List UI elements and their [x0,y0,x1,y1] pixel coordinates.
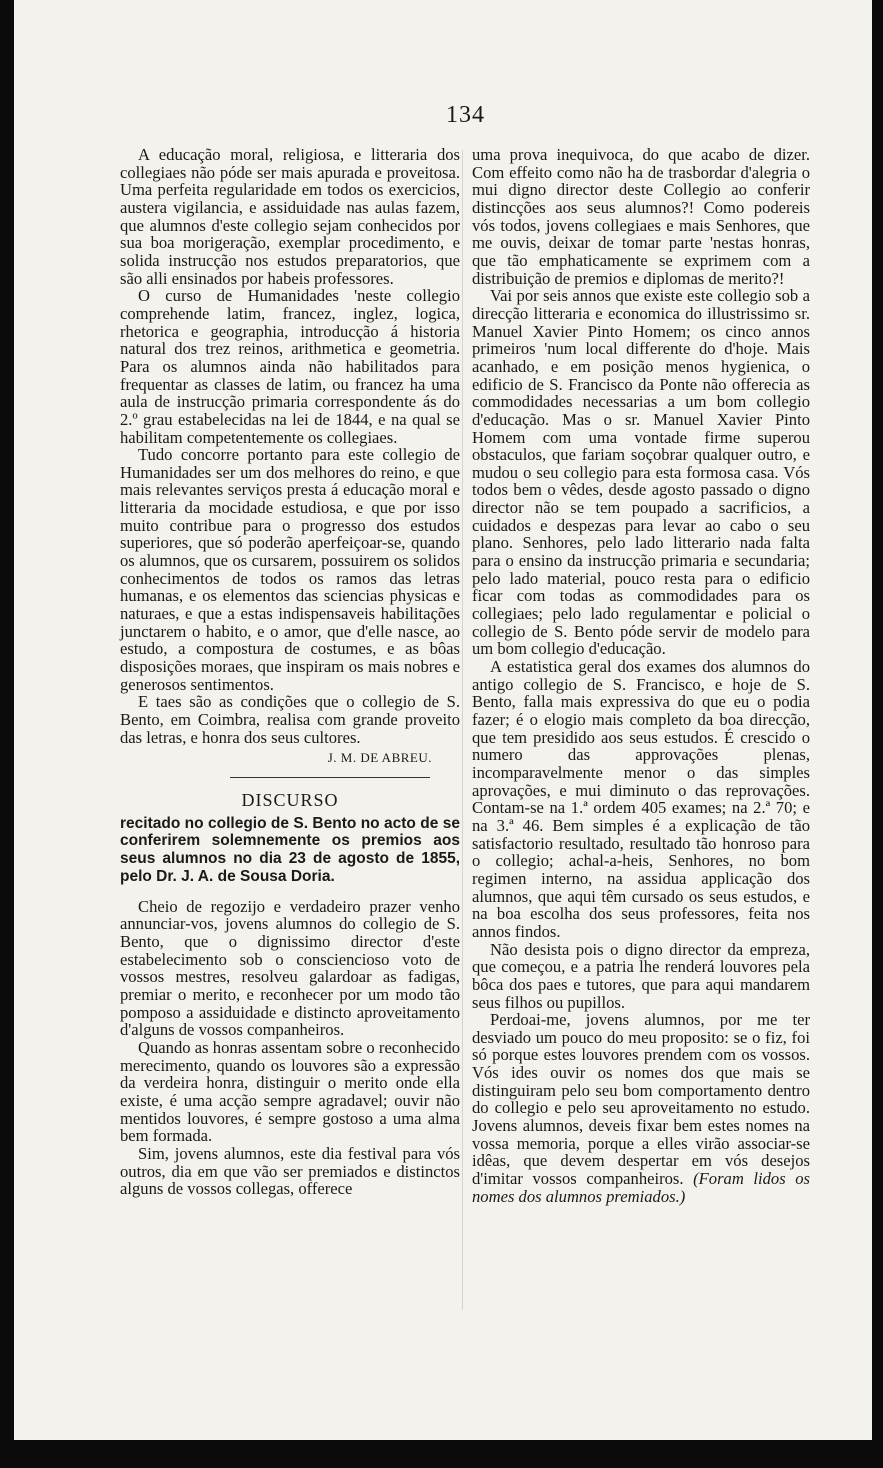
closing-paragraph [472,1011,810,1205]
paragraph: A educação moral, religiosa, e litteraria dos collegiaes não póde ser mais apurada e proveitosa. Uma perfeita regularidade em todos os exercicios, austera vigilancia, e assiduidade nas aulas fazem, que alumnos d'este collegio sejam conhecidos por sua boa morigeração, exemplar procedimento, e solida instrucção nos estudos preparatorios, que são alli ensinados por habeis professores. [120,145,460,288]
column-divider [462,150,463,1310]
italic-note: (Foram lidos os nomes dos alumnos premiados.) [472,1169,810,1206]
left-column [120,146,460,1198]
paragraph: O curso de Humanidades 'neste collegio comprehende latim, francez, inglez, logica, rhetorica e geographia, introducção á historia natural dos trez reinos, arithmetica e geometria. Para os alumnos ainda não habilitados para frequentar as classes de latim, ou francez ha uma aula de instrucção primaria correspondente ás do 2.º grau estabelecidas na lei de 1844, e na qual se habilitam competentemente os collegiaes. [120,286,460,447]
paragraph: Não desista pois o digno director da empreza, que começou, e a patria lhe renderá louvores pela bôca dos paes e tutores, que para aqui mandarem seus filhos ou pupillos. [472,939,810,1012]
document-page [14,0,872,1440]
paragraph: Cheio de regozijo e verdadeiro prazer venho annunciar-vos, jovens alumnos do collegio de S. Bento, que o dignissimo director d'este estabelecimento sob o consciencioso voto de vossos mestres, resolveu galardoar as fadigas, premiar o merito, e reconhecer por um modo tão pomposo a assiduidade e distincto aproveitamento d'alguns de vossos companheiros. [120,896,460,1040]
paragraph: Tudo concorre portanto para este collegio de Humanidades ser um dos melhores do reino, e que mais relevantes serviços presta á educação moral e litteraria da mocidade estudiosa, e que por isso muito contribue para o progresso dos estudos superiores, que só poderão aperfeiçoar-se, quando os alumnos, que os cursarem, possuirem os solidos conhecimentos de todos os ramos das letras humanas, e os elementos das sciencias physicas e naturaes, e que a estas indispensaveis habilitações junctarem o habito, e o amor, que d'elle nasce, ao estudo, a compostura de costumes, e as bôas disposições moraes, que inspiram os mais nobres e generosos sentimentos. [120,445,460,694]
paragraph: Vai por seis annos que existe este collegio sob a direcção litteraria e economica do illustrissimo sr. Manuel Xavier Pinto Homem; os cinco annos primeiros 'num local differente do d'hoje. Mais acanhado, e em posição menos hygienica, o edificio de S. Francisco da Ponte não offerecia as commodidades necessarias a um bom collegio d'educação. Mas o sr. Manuel Xavier Pinto Homem com uma vontade firme superou obstaculos, que fariam soçobrar qualquer outro, e mudou o seu collegio para esta formosa casa. Vós todos bem o vêdes, desde agosto passado o digno director não se tem poupado a sacrificios, a cuidados e despezas para levar ao cabo o seu plano. Senhores, pelo lado litterario nada falta para o ensino da instrucção primaria e secundaria; pelo lado material, pouco resta para o edificio ficar com todas as commodidades para os collegiaes; pelo lado regulamentar e policial o collegio de S. Bento póde servir de modelo para um bom collegio d'educação. [472,286,810,659]
paragraph: Sim, jovens alumnos, este dia festival para vós outros, dia em que vão ser premiados e distinctos alguns de vossos collegas, offerece [120,1144,460,1199]
right-column [472,146,810,1205]
paragraph: A estatistica geral dos exames dos alumnos do antigo collegio de S. Francisco, e hoje de S. Bento, falla mais expressiva do que eu o podia fazer; é o elogio mais completo da boa direcção, que tem presidido aos seus estudos. É crescido o numero das approvações plenas, incomparavelmente menor o das simples aprovações, e mui diminuto o das reprovações. Contam-se na 1.ª ordem 405 exames; na 2.ª 70; e na 3.ª 46. Bem simples é a explicação de tão satisfactorio resultado, resultado tão honroso para o collegio; achal-a-heis, Senhores, no bom regimen interno, na assidua applicação dos alumnos, que aqui têm cursado os seus estudos, e na boa escolha dos seus professores, feita nos annos findos. [472,657,810,941]
paragraph: uma prova inequivoca, do que acabo de dizer. Com effeito como não ha de trasbordar d'alegria o mui digno director deste Collegio ao conferir distincções aos seus alumnos?! Como podereis vós todos, jovens collegiaes e mais Senhores, que me ouvis, deixar de tomar parte 'nestas honras, que tão emphaticamente se exprimem com a distribuição de premios e diplomas de merito?! [472,145,810,288]
paragraph: Quando as honras assentam sobre o reconhecido merecimento, quando os louvores são a expressão da verdeira honra, distinguir o merito onde ella existe, é uma acção sempre agradavel; ouvir não mentidos louvores, é sempre gostoso a uma alma bem formada. [120,1038,460,1146]
discurso-title: DISCURSO [241,789,339,810]
section-divider [230,777,430,778]
page-number: 134 [446,102,485,128]
paragraph-text: Perdoai-me, jovens alumnos, por me ter desviado um pouco do meu proposito: se o fiz, foi só porque estes louvores prendem com os vossos. Vós ides ouvir os nomes dos que mais se distinguiram pelo seu bom comportamento dentro do collegio e pelo seu aproveitamento no estudo. Jovens alumnos, deveis fixar bem estes nomes na vossa memoria, porque a elles virão associar-se idêas, que devem despertar em vós desejos d'imitar vossos companheiros. [472,1010,810,1189]
signature: J. M. DE ABREU. [327,750,432,766]
paragraph: E taes são as condições que o collegio de S. Bento, em Coimbra, realisa com grande proveito das letras, e honra dos seus cultores. [120,692,460,747]
discurso-subtitle: recitado no collegio de S. Bento no acto de se conferirem solemnemente os premios aos seus alumnos no dia 23 de agosto de 1855, pelo Dr. J. A. de Sousa Doria. [120,814,460,886]
